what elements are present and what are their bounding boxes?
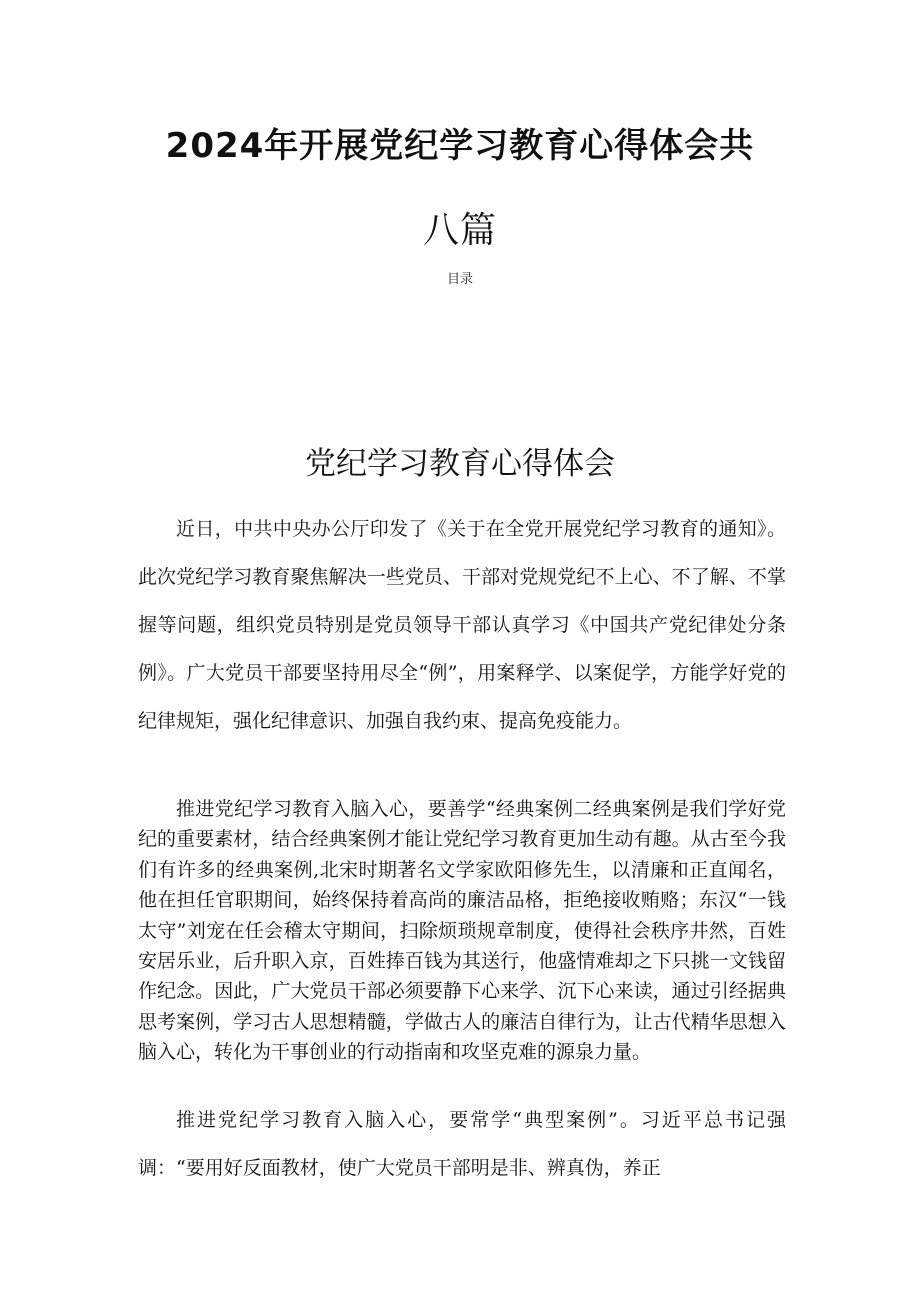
body-paragraph-3: 推进党纪学习教育入脑入心，要常学“典型案例”。习近平总书记强调：“要用好反面教材，使广大党员干部明是非、辨真伪，养正 [138, 1109, 786, 1179]
document-title-line-2: 八篇 [422, 210, 497, 251]
body-paragraph-2: 推进党纪学习教育入脑入心，要善学“经典案例二经典案例是我们学好党纪的重要素材，结合经典案例才能让党纪学习教育更加生动有趣。从古至今我们有许多的经典案例,北宋时期著名文学家欧阳修先生，以清廉和正直闻名，他在担任官职期间，始终保持着高尚的廉洁品格，拒绝接收贿赂；东汉“一钱太守”刘宠在任会稽太守期间，扫除烦琐规章制度，使得社会秩序井然，百姓安居乐业，后升职入京，百姓捧百钱为其送行，他盛情难却之下只挑一文钱留作纪念。因此，广大党员干部必须要静下心来学、沉下心来读，通过引经据典思考案例，学习古人思想精髓，学做古人的廉洁自律行为，让古代精华思想入脑入心，转化为干事创业的行动指南和攻坚克难的源泉力量。 [138, 798, 786, 1064]
table-of-contents-label: 目录 [446, 272, 473, 287]
body-paragraph-1: 近日，中共中央办公厅印发了《关于在全党开展党纪学习教育的通知》。此次党纪学习教育聚焦解决一些党员、干部对党规党纪不上心、不了解、不掌握等问题，组织党员特别是党员领导干部认真学习《中国共产党纪律处分条例》。广大党员干部要坚持用尽全“例”，用案释学、以案促学，方能学好党的纪律规矩，强化纪律意识、加强自我约束、提高免疫能力。 [138, 518, 786, 732]
section-title: 党纪学习教育心得体会 [305, 446, 615, 482]
document-title-line-1: 2024年开展党纪学习教育心得体会共 [165, 126, 755, 166]
